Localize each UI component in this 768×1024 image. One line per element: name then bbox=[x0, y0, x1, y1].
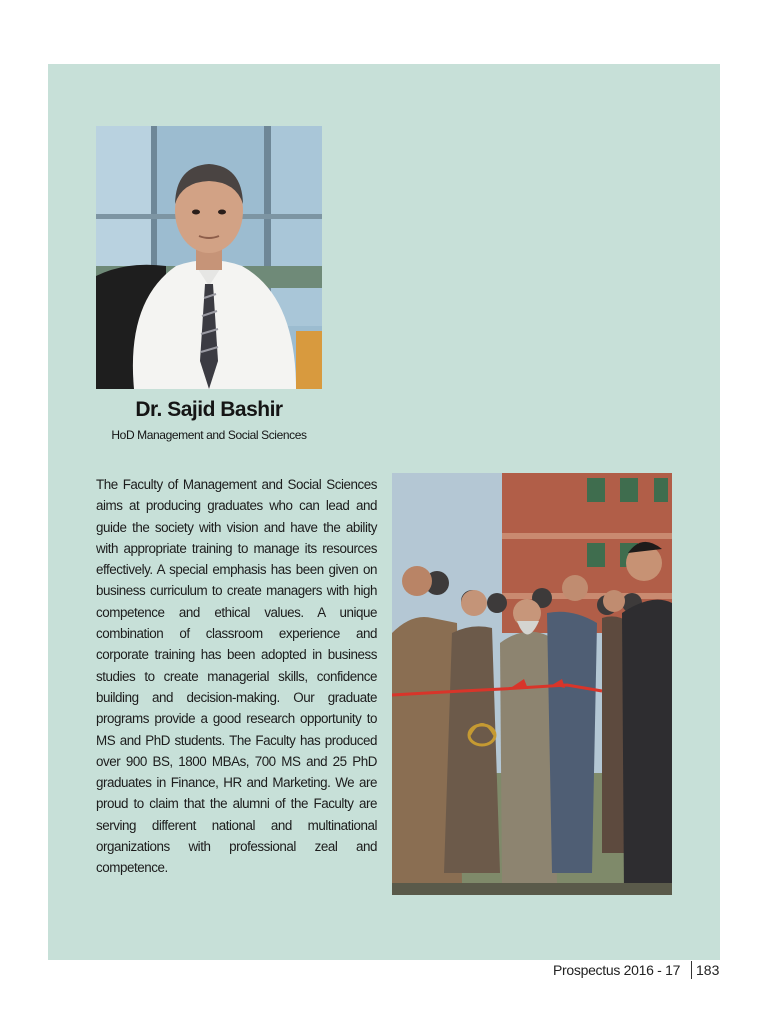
portrait-photo bbox=[96, 126, 322, 389]
faculty-description: The Faculty of Management and Social Sciences aims at producing graduates who can lead and guide the society with vision and have the ability with appropriate training to manage its resources effectively. A special emphasis has been given on business curriculum to create managers with high competence and ethical values. A unique combination of classroom experience and corporate training has been adopted in business studies to create managerial skills, confidence building and decision-making. Our graduate programs provide a good research opportunity to MS and PhD students. The Faculty has produced over 900 BS, 1800 MBAs, 700 MS and 25 PhD graduates in Finance, HR and Marketing. We are proud to claim that the alumni of the Faculty are serving different national and multinational organizations with professional zeal and competence. bbox=[96, 477, 377, 876]
prospectus-label: Prospectus 2016 - 17 bbox=[553, 962, 681, 978]
person-name: Dr. Sajid Bashir bbox=[135, 398, 283, 421]
footer-divider bbox=[691, 961, 692, 979]
person-title: HoD Management and Social Sciences bbox=[111, 428, 307, 442]
page-number: 183 bbox=[696, 962, 720, 978]
ribbon-cutting-photo bbox=[392, 473, 672, 895]
